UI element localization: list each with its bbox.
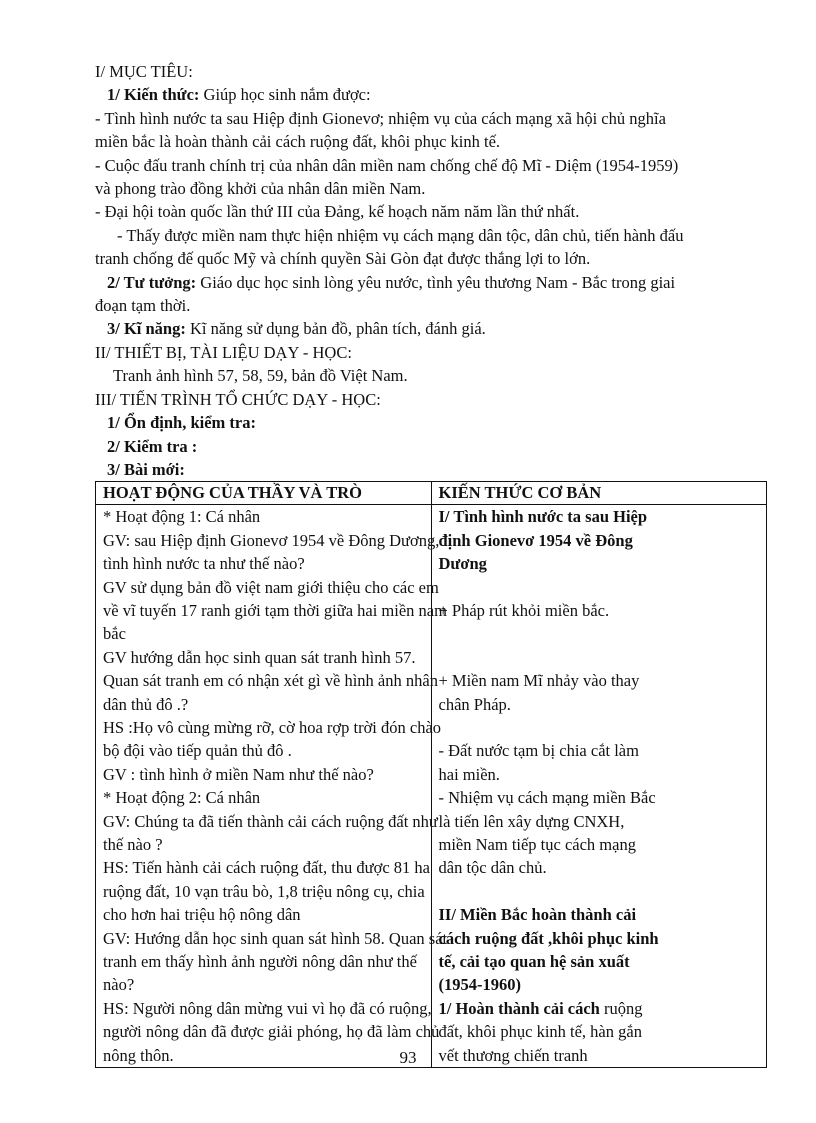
knowledge-line xyxy=(439,880,761,903)
activity-line: GV sử dụng bản đồ việt nam giới thiệu cho các em xyxy=(103,577,439,597)
activity-line: cho hơn hai triệu hộ nông dân xyxy=(103,905,301,925)
activity-line: HS: Tiến hành cải cách ruộng đất, thu được 81 ha xyxy=(103,858,430,878)
intro-text: - Thấy được miền nam thực hiện nhiệm vụ cách mạng dân tộc, dân chủ, tiến hành đấu xyxy=(117,225,684,245)
knowledge-cell xyxy=(431,505,767,1068)
intro-line xyxy=(95,200,767,223)
intro-line xyxy=(95,60,767,83)
knowledge-line: II/ Miền Bắc hoàn thành cải xyxy=(438,905,637,925)
intro-line xyxy=(95,411,767,434)
knowledge-line: hai miền. xyxy=(438,764,500,784)
intro-text: II/ THIẾT BỊ, TÀI LIỆU DẠY - HỌC: xyxy=(95,342,352,362)
intro-heading: 1/ Ổn định, kiểm tra: xyxy=(107,413,256,433)
knowledge-line: Dương xyxy=(438,554,487,574)
intro-text: Giáo dục học sinh lòng yêu nước, tình yêu thương Nam - Bắc trong giai xyxy=(196,272,676,292)
intro-line xyxy=(95,458,767,481)
knowledge-line: + Pháp rút khỏi miền bắc. xyxy=(438,600,610,620)
activity-line: người nông dân đã được giải phóng, họ đã làm chủ xyxy=(103,1022,440,1042)
knowledge-line: là tiến lên xây dựng CNXH, xyxy=(438,811,625,831)
intro-line xyxy=(95,388,767,411)
intro-text: I/ MỤC TIÊU: xyxy=(95,62,193,81)
page-number: 93 xyxy=(399,1048,417,1067)
activity-line: GV: sau Hiệp định Gionevơ 1954 về Đông Dương, xyxy=(103,530,440,550)
intro-line xyxy=(95,130,767,153)
knowledge-line: chân Pháp. xyxy=(438,694,511,714)
activity-line: thế nào ? xyxy=(103,835,163,854)
intro-heading: 2/ Kiểm tra : xyxy=(107,436,198,456)
intro-text: đoạn tạm thời. xyxy=(95,296,191,316)
knowledge-line xyxy=(439,997,761,1020)
activity-line: tranh em thấy hình ảnh người nông dân như thế xyxy=(103,952,417,972)
knowledge-line: (1954-1960) xyxy=(438,975,521,995)
knowledge-line: cách ruộng đất ,khôi phục kinh xyxy=(438,928,659,948)
knowledge-text: ruộng xyxy=(599,998,643,1018)
intro-line xyxy=(95,224,767,247)
intro-heading: 3/ Bài mới: xyxy=(107,459,185,479)
activity-line: bắc xyxy=(103,624,126,644)
activity-table xyxy=(95,481,767,1068)
activity-line: * Hoạt động 1: Cá nhân xyxy=(103,507,261,527)
intro-line xyxy=(95,317,767,340)
activity-line: GV: Hướng dẫn học sinh quan sát hình 58. Quan sát xyxy=(103,928,448,948)
knowledge-line: I/ Tình hình nước ta sau Hiệp xyxy=(438,507,648,527)
intro-text: Tranh ảnh hình 57, 58, 59, bản đồ Việt Nam. xyxy=(113,366,408,386)
intro-text: III/ TIẾN TRÌNH TỔ CHỨC DẠY - HỌC: xyxy=(95,389,381,409)
intro-text: Giúp học sinh nắm được: xyxy=(199,85,371,105)
activity-line: GV : tình hình ở miền Nam như thế nào? xyxy=(103,764,374,784)
activity-line: nào? xyxy=(103,975,135,995)
header-knowledge: KIẾN THỨC CƠ BẢN xyxy=(431,482,767,505)
knowledge-line: đất, khôi phục kinh tế, hàn gắn xyxy=(438,1022,642,1042)
activity-line: về vĩ tuyến 17 ranh giới tạm thời giữa hai miền nam xyxy=(103,600,447,620)
intro-text: - Cuộc đấu tranh chính trị của nhân dân miền nam chống chế độ Mĩ - Diệm (1954-1959) xyxy=(95,155,679,175)
intro-heading: 3/ Kĩ năng: xyxy=(107,319,186,339)
intro-text: - Tình hình nước ta sau Hiệp định Gionevơ; nhiệm vụ của cách mạng xã hội chủ nghĩa xyxy=(95,108,666,128)
knowledge-line: vết thương chiến tranh xyxy=(438,1045,588,1065)
intro-text: miền bắc là hoàn thành cải cách ruộng đất, khôi phục kinh tế. xyxy=(95,132,501,152)
activity-line: dân thủ đô .? xyxy=(103,694,189,714)
intro-line xyxy=(95,294,767,317)
intro-text: - Đại hội toàn quốc lần thứ III của Đảng, kế hoạch năm năm lần thứ nhất. xyxy=(95,202,580,222)
knowledge-line: - Đất nước tạm bị chia cắt làm xyxy=(438,741,639,761)
activity-line: Quan sát tranh em có nhận xét gì về hình ảnh nhân xyxy=(103,671,438,691)
intro-text: Kĩ năng sử dụng bản đồ, phân tích, đánh giá. xyxy=(185,319,486,339)
knowledge-line xyxy=(439,622,761,645)
knowledge-line xyxy=(439,646,761,669)
knowledge-subheading: 1/ Hoàn thành cải cách xyxy=(438,998,600,1018)
knowledge-line: tế, cải tạo quan hệ sản xuất xyxy=(438,951,630,971)
intro-line xyxy=(95,271,767,294)
document-page xyxy=(95,60,767,1068)
lesson-intro xyxy=(95,60,767,481)
intro-text: tranh chống đế quốc Mỹ và chính quyền Sài Gòn đạt được thắng lợi to lớn. xyxy=(95,249,591,269)
activities-cell xyxy=(96,505,448,1068)
knowledge-line: miền Nam tiếp tục cách mạng xyxy=(438,834,636,854)
activity-line: GV: Chúng ta đã tiến thành cải cách ruộng đất như xyxy=(103,811,438,831)
activity-line: nông thôn. xyxy=(103,1045,174,1065)
knowledge-line: + Miền nam Mĩ nhảy vào thay xyxy=(438,671,640,691)
intro-line xyxy=(95,154,767,177)
activity-line: HS :Họ vô cùng mừng rỡ, cờ hoa rợp trời đón chào xyxy=(103,717,442,737)
activity-line: GV hướng dẫn học sinh quan sát tranh hình 57. xyxy=(103,647,416,667)
intro-heading: 1/ Kiến thức: xyxy=(107,85,200,105)
knowledge-line: - Nhiệm vụ cách mạng miền Bắc xyxy=(438,788,656,808)
activity-line: bộ đội vào tiếp quản thủ đô . xyxy=(103,741,292,761)
header-activities: HOẠT ĐỘNG CỦA THẦY VÀ TRÒ xyxy=(96,482,432,505)
intro-line xyxy=(95,435,767,458)
intro-line xyxy=(95,247,767,270)
activity-line: HS: Người nông dân mừng vui vì họ đã có ruộng, xyxy=(103,998,432,1018)
intro-heading: 2/ Tư tưởng: xyxy=(107,272,197,292)
knowledge-line: dân tộc dân chủ. xyxy=(438,858,547,878)
intro-line xyxy=(95,107,767,130)
knowledge-line xyxy=(439,716,761,739)
intro-text: và phong trào đồng khởi của nhân dân miền Nam. xyxy=(95,179,426,199)
knowledge-line: định Gionevơ 1954 về Đông xyxy=(438,530,633,550)
activity-line: * Hoạt động 2: Cá nhân xyxy=(103,788,261,808)
knowledge-line xyxy=(439,576,761,599)
intro-line xyxy=(95,341,767,364)
activity-line: ruộng đất, 10 vạn trâu bò, 1,8 triệu nông cụ, chia xyxy=(103,881,425,901)
intro-line xyxy=(95,364,767,387)
intro-line xyxy=(95,177,767,200)
activity-line: tình hình nước ta như thế nào? xyxy=(103,554,305,574)
intro-line xyxy=(95,83,767,106)
